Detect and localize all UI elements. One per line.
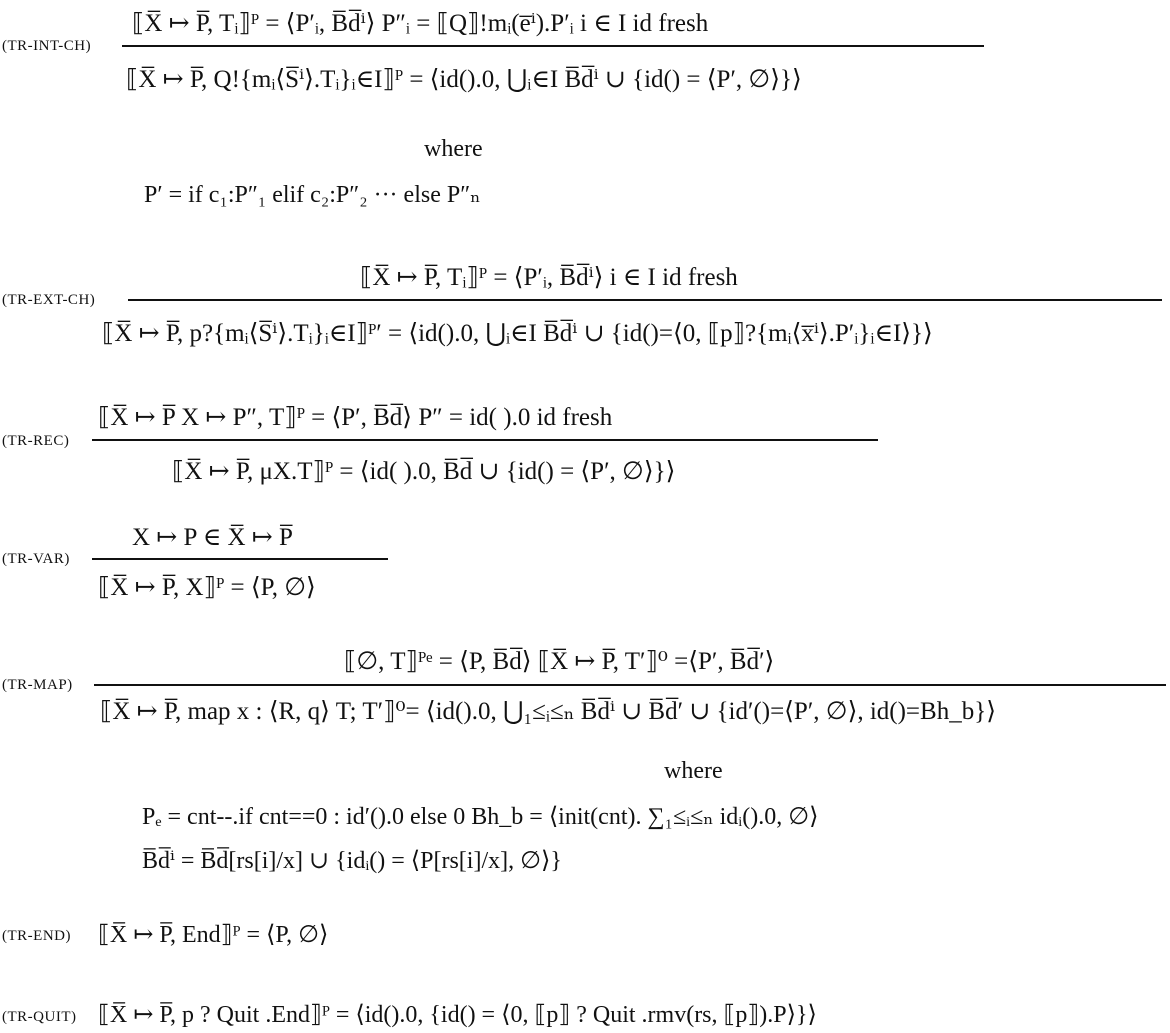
inference-bar-tr-var xyxy=(92,558,388,560)
rule-name-tr-var: (TR-VAR) xyxy=(2,551,70,567)
inference-bar-tr-rec xyxy=(92,439,878,441)
axiom-tr-end: ⟦X̅ ↦ P̅, End⟧ᴾ = ⟨P, ∅⟩ xyxy=(98,922,329,948)
rule-name-tr-map: (TR-MAP) xyxy=(2,677,73,693)
rule-name-tr-quit: (TR-QUIT) xyxy=(2,1009,77,1025)
side-condition-tr-map-1: Pₑ = cnt--.if cnt==0 : id′().0 else 0 Bh_b = ⟨init(cnt). ∑₁≤ᵢ≤ₙ idᵢ().0, ∅⟩ xyxy=(142,804,819,830)
where-label-tr-int-ch: where xyxy=(424,136,483,162)
inference-bar-tr-int-ch xyxy=(122,45,984,47)
premise-tr-ext-ch: ⟦X̅ ↦ P̅, Tᵢ⟧ᴾ = ⟨P′ᵢ, B̅d̅ⁱ⟩ i ∈ I id fresh xyxy=(360,264,738,291)
conclusion-tr-int-ch: ⟦X̅ ↦ P̅, Q!{mᵢ⟨S̅ⁱ⟩.Tᵢ}ᵢ∈I⟧ᴾ = ⟨id().0, ⋃ᵢ∈I B̅d̅ⁱ ∪ {id() = ⟨P′, ∅⟩}⟩ xyxy=(126,66,802,93)
inference-bar-tr-ext-ch xyxy=(128,299,1162,301)
side-condition-tr-int-ch: P′ = if c₁:P″₁ elif c₂:P″₂ ··· else P″ₙ xyxy=(144,182,481,208)
conclusion-tr-rec: ⟦X̅ ↦ P̅, μX.T⟧ᴾ = ⟨id( ).0, B̅d̅ ∪ {id() = ⟨P′, ∅⟩}⟩ xyxy=(172,458,676,485)
conclusion-tr-ext-ch: ⟦X̅ ↦ P̅, p?{mᵢ⟨S̅ⁱ⟩.Tᵢ}ᵢ∈I⟧ᴾ′ = ⟨id().0, ⋃ᵢ∈I B̅d̅ⁱ ∪ {id()=⟨0, ⟦p⟧?{mᵢ⟨x̅ⁱ⟩.P′ᵢ}ᵢ∈I⟩}⟩ xyxy=(102,320,933,347)
rule-name-tr-end: (TR-END) xyxy=(2,928,71,944)
rule-name-tr-ext-ch: (TR-EXT-CH) xyxy=(2,292,96,308)
axiom-tr-quit: ⟦X̅ ↦ P̅, p ? Quit .End⟧ᴾ = ⟨id().0, {id() = ⟨0, ⟦p⟧ ? Quit .rmv(rs, ⟦p⟧).P⟩}⟩ xyxy=(98,1002,817,1028)
premise-tr-var: X ↦ P ∈ X̅ ↦ P̅ xyxy=(132,524,293,551)
conclusion-tr-map: ⟦X̅ ↦ P̅, map x : ⟨R, q⟩ T; T′⟧⁰= ⟨id().0, ⋃₁≤ᵢ≤ₙ B̅d̅ⁱ ∪ B̅d̅′ ∪ {id′()=⟨P′, ∅⟩, id()=Bh_b}⟩ xyxy=(100,698,996,725)
where-label-tr-map: where xyxy=(664,758,723,784)
inference-bar-tr-map xyxy=(94,684,1166,686)
premise-tr-rec: ⟦X̅ ↦ P̅ X ↦ P″, T⟧ᴾ = ⟨P′, B̅d̅⟩ P″ = id( ).0 id fresh xyxy=(98,404,613,431)
conclusion-tr-var: ⟦X̅ ↦ P̅, X⟧ᴾ = ⟨P, ∅⟩ xyxy=(98,574,316,601)
premise-tr-int-ch: ⟦X̅ ↦ P̅, Tᵢ⟧ᴾ = ⟨P′ᵢ, B̅d̅ⁱ⟩ P″ᵢ = ⟦Q⟧!mᵢ(e̅ⁱ).P′ᵢ i ∈ I id fresh xyxy=(132,10,709,37)
side-condition-tr-map-2: B̅d̅ⁱ = B̅d̅[rs[i]/x] ∪ {idᵢ() = ⟨P[rs[i]/x], ∅⟩} xyxy=(142,848,562,874)
rule-name-tr-int-ch: (TR-INT-CH) xyxy=(2,38,92,54)
premise-tr-map: ⟦∅, T⟧ᴾᵉ = ⟨P, B̅d̅⟩ ⟦X̅ ↦ P̅, T′⟧⁰ =⟨P′, B̅d̅′⟩ xyxy=(344,648,775,675)
rule-name-tr-rec: (TR-REC) xyxy=(2,433,70,449)
